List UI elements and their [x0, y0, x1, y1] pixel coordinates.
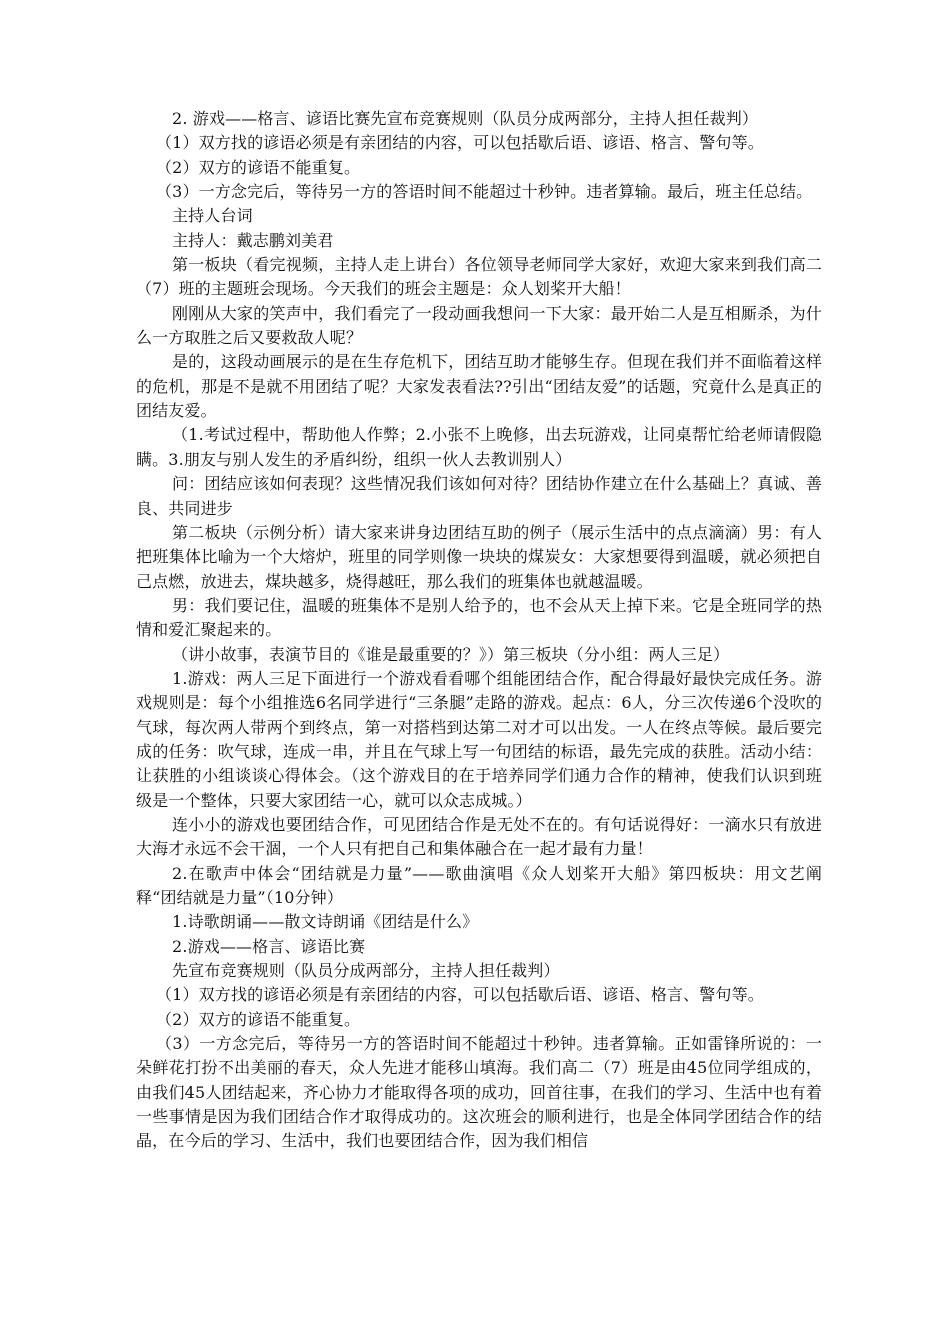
paragraph: 连小小的游戏也要团结合作，可见团结合作是无处不在的。有句话说得好：一滴水只有放进大海才永远不会干涸，一个人只有把自己和集体融合在一起才最有力量！: [136, 814, 822, 859]
paragraph: （3）一方念完后，等待另一方的答语时间不能超过十秒钟。违者算输。正如雷锋所说的：一朵鲜花打扮不出美丽的春天，众人先进才能移山填海。我们高二（7）班是由45位同学组成的，由我们45人团结起来，齐心协力才能取得各项的成功，回首往事，在我们的学习、生活中也有着一些事情是因为我们团结合作才取得成功的。这次班会的顺利进行，也是全体同学团结合作的结晶，在今后的学习、生活中，我们也要团结合作，因为我们相信: [136, 1034, 822, 1151]
paragraph: （1）双方找的谚语必须是有亲团结的内容，可以包括歇后语、谚语、格言、警句等。: [156, 985, 764, 1005]
paragraph: 主持人：戴志鹏刘美君: [172, 230, 334, 250]
paragraph: 2.在歌声中体会“团结就是力量”——歌曲演唱《众人划桨开大船》第四板块：用文艺阐释“团结就是力量”（10分钟）: [136, 863, 822, 907]
paragraph: 第一板块（看完视频，主持人走上讲台）各位领导老师同学大家好，欢迎大家来到我们高二（7）班的主题班会现场。今天我们的班会主题是：众人划桨开大船！: [136, 255, 822, 299]
paragraph: 主持人台词: [172, 206, 253, 226]
paragraph: （讲小故事，表演节目的《谁是最重要的？》）第三板块（分小组：两人三足）: [172, 644, 730, 664]
paragraph: （1.考试过程中，帮助他人作弊；2.小张不上晚修，出去玩游戏，让同桌帮忙给老师请假隐瞒。3.朋友与别人发生的矛盾纠纷，组织一伙人去教训别人）: [136, 425, 822, 469]
paragraph: 2.游戏——格言、谚语比赛: [172, 936, 366, 956]
document-page: [136, 107, 822, 1154]
paragraph: （2）双方的谚语不能重复。: [156, 157, 361, 177]
paragraph: （3）一方念完后，等待另一方的答语时间不能超过十秒钟。违者算输。最后，班主任总结。: [156, 182, 813, 202]
paragraph: 问：团结应该如何表现？这些情况我们该如何对待？团结协作建立在什么基础上？真诚、善良、共同进步: [136, 474, 822, 518]
paragraph: 第二板块（示例分析）请大家来讲身边团结互助的例子（展示生活中的点点滴滴）男：有人把班集体比喻为一个大熔炉，班里的同学则像一块块的煤炭女：大家想要得到温暖，就必须把自己点燃，放进去，煤块越多，烧得越旺，那么我们的班集体也就越温暖。: [136, 522, 822, 591]
paragraph: 刚刚从大家的笑声中，我们看完了一段动画我想问一下大家：最开始二人是互相厮杀，为什么一方取胜之后又要救敌人呢？: [136, 303, 822, 348]
paragraph: （2）双方的谚语不能重复。: [156, 1009, 361, 1029]
paragraph: 1.诗歌朗诵——散文诗朗诵《团结是什么》: [172, 912, 479, 932]
paragraph: 1.游戏：两人三足下面进行一个游戏看看哪个组能团结合作，配合得最好最快完成任务。游戏规则是：每个小组推选6名同学进行“三条腿”走路的游戏。起点：6人，分三次传递6个没吹的气球，每次两人带两个到终点，第一对搭档到达第二对才可以出发。一人在终点等候。最后要完成的任务：吹气球，连成一串，并且在气球上写一句团结的标语，最先完成的获胜。活动小结：让获胜的小组谈谈心得体会。（这个游戏目的在于培养同学们通力合作的精神，使我们认识到班级是一个整体，只要大家团结一心，就可以众志成城。）: [136, 668, 822, 810]
paragraph: 是的，这段动画展示的是在生存危机下，团结互助才能够生存。但现在我们并不面临着这样的危机，那是不是就不用团结了呢？大家发表看法??引出“团结友爱”的话题，究竟什么是真正的团结友爱。: [136, 352, 822, 421]
paragraph: 先宣布竞赛规则（队员分成两部分，主持人担任裁判）: [172, 961, 560, 981]
paragraph: 2. 游戏——格言、谚语比赛先宣布竞赛规则（队员分成两部分，主持人担任裁判）: [172, 109, 759, 128]
paragraph: （1）双方找的谚语必须是有亲团结的内容，可以包括歇后语、谚语、格言、警句等。: [156, 133, 764, 153]
paragraph: 男：我们要记住，温暖的班集体不是别人给予的，也不会从天上掉下来。它是全班同学的热情和爱汇聚起来的。: [136, 595, 822, 640]
